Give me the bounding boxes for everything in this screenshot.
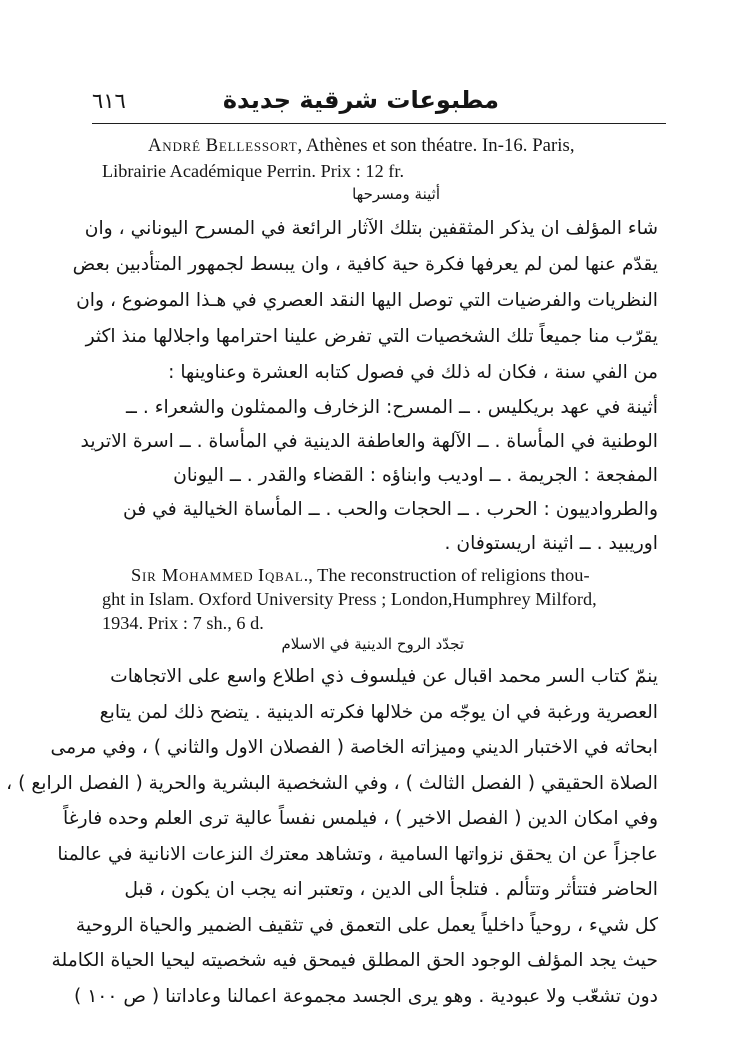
text-line: عاجزاً عن ان يحقق نزواتها السامية ، وتشاهد معترك النزعات الانانية في عالمنا (57, 843, 658, 865)
arabic-book-title: تجدّد الروح الدينية في الاسلام (281, 635, 464, 653)
text-line: الوطنية في المأساة . ــ الآلهة والعاطفة الدينية في المأساة . ــ اسرة الاتريد (80, 431, 658, 452)
citation-title-part: ., The reconstruction of religions thou- (303, 565, 590, 585)
running-title: مطبوعات شرقية جديدة (222, 86, 499, 114)
text-line: حيث يجد المؤلف الوجود الحق المطلق فيمحق فيه شخصيته ليحيا الحياة الكاملة (51, 950, 658, 971)
citation-title-part: , Athènes et son théatre. In-16. Paris, (297, 135, 575, 156)
text-line: المفجعة : الجريمة . ــ اوديب وابناؤه : القضاء والقدر . ــ اليونان (173, 465, 658, 486)
header-rule (92, 123, 666, 124)
citation-line-1 (131, 563, 590, 587)
text-line: من الفي سنة ، فكان له ذلك في فصول كتابه العشرة وعناوينها : (168, 362, 658, 383)
chapter-list (80, 391, 658, 561)
arabic-review-paragraph (6, 659, 658, 1014)
text-line: يقدّم عنها لمن لم يعرفها فكرة حية كافية ، وان يبسط لجمهور المتأدبين بعض (72, 254, 658, 275)
text-line: شاء المؤلف ان يذكر المثقفين بتلك الآثار الرائعة في المسرح اليوناني ، وان (84, 218, 658, 239)
author-last-name: Iqbal (258, 565, 304, 585)
author-first-name: André (148, 135, 201, 156)
citation-line-1 (148, 134, 575, 158)
text-line: النظريات والفرضيات التي توصل اليها النقد العصري في هـذا الموضوع ، وان (76, 290, 658, 311)
text-line: والطروادييون : الحرب . ــ الحجات والحب . ــ المأساة الخيالية في فن (123, 499, 658, 520)
citation-line-2: Librairie Académique Perrin. Prix : 12 fr. (102, 161, 405, 181)
text-line: وفي امكان الدين ( الفصل الاخير ) ، فيلمس نفساً عالية ترى العلم وحده فارغاً (63, 808, 658, 829)
arabic-review-paragraph (72, 211, 658, 391)
citation-line-2: ght in Islam. Oxford University Press ; London,Humphrey Milford, (102, 589, 597, 609)
citation-line-3: 1934. Prix : 7 sh., 6 d. (102, 613, 264, 633)
text-line: كل شيء ، روحياً داخلياً يعمل على التعمق في تثقيف الضمير والحياة الروحية (75, 914, 658, 936)
page-header (92, 86, 667, 120)
page-number: ٦١٦ (92, 89, 126, 113)
author-last-name: Bellessort (205, 135, 298, 156)
author-first-name: Sir Mohammed (131, 565, 254, 585)
text-line: ابحاثه في الاختبار الديني وميزاته الخاصة ( الفصلان الاول والثاني ) ، وفي مرمى (50, 737, 658, 758)
text-line: دون تشعّب ولا عبودية . وهو يرى الجسد مجموعة اعمالنا وعاداتنا ( ص ١٠٠ ) (74, 985, 658, 1007)
text-line: اوريبيد . ــ اثينة اريستوفان . (444, 533, 658, 554)
text-line: ينمّ كتاب السر محمد اقبال عن فيلسوف ذي اطلاع واسع على الاتجاهات (110, 666, 658, 687)
text-line: الصلاة الحقيقي ( الفصل الثالث ) ، وفي الشخصية البشرية والحرية ( الفصل الرابع ) ، (6, 772, 658, 794)
text-line: أثينة في عهد بريكليس . ــ المسرح: الزخارف والممثلون والشعراء . ــ (125, 397, 658, 418)
text-line: العصرية ورغبة في ان يوجّه من خلالها فكرته الدينية . يتضح ذلك لمن يتابع (99, 701, 658, 723)
text-line: الحاضر فتتأثر وتتألم . فتلجأ الى الدين ، وتعتبر انه يجب ان يكون ، قبل (124, 879, 658, 900)
arabic-book-title: أثينة ومسرحها (352, 185, 440, 203)
text-line: يقرّب منا جميعاً تلك الشخصيات التي تفرض علينا احترامها واجلالها منذ اكثر (85, 326, 658, 347)
